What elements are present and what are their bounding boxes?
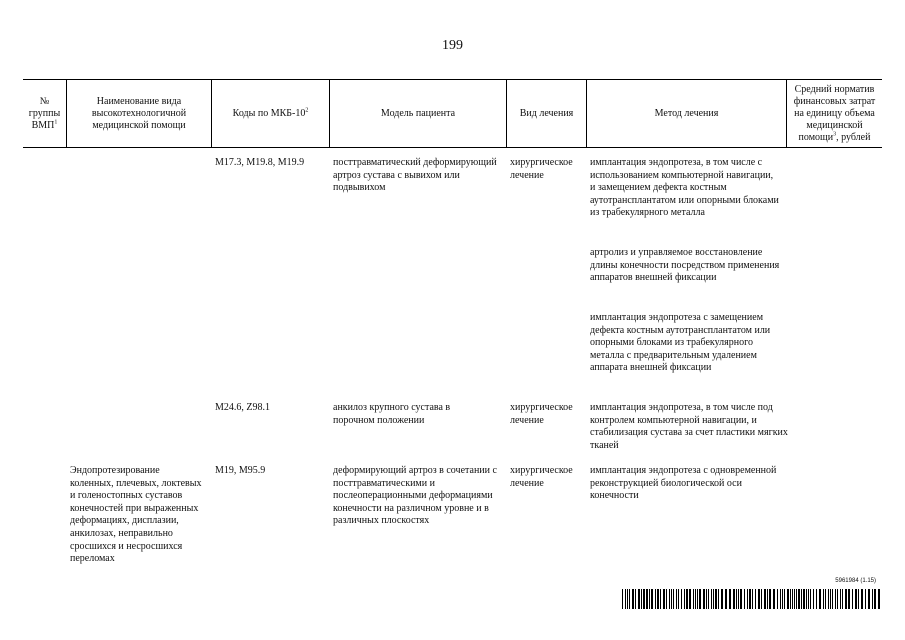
header-patient-model: Модель пациента [380,107,456,119]
row-1-patient-model: посттравматический деформирующий артроз сустава с вывихом или подвывихом [333,157,497,194]
barcode-bar [744,589,745,609]
barcode-bar [681,589,682,609]
row-3-treatment-type: хирургическое лечение [510,465,573,489]
barcode-bar [663,589,665,609]
barcode-bar [651,589,653,609]
barcode-bar [715,589,717,609]
barcode-bar [703,589,705,609]
barcode-bar [790,589,791,609]
barcode-bar [837,589,838,609]
barcode-bar [706,589,707,609]
barcode-bar [736,589,737,609]
page-number: 199 [442,38,463,53]
barcode-bar [764,589,766,609]
barcode-bar [673,589,674,609]
barcode-bar [725,589,727,609]
barcode-bar [678,589,679,609]
row-1-treatment-type: хирургическое лечение [510,157,573,181]
barcode-bar [657,589,659,609]
barcode-bar [782,589,783,609]
barcode-bar [629,589,630,609]
barcode-bar [835,589,836,609]
barcode-bar [676,589,677,609]
barcode-bar [708,589,709,609]
barcode-bar [855,589,857,609]
barcode-bar [796,589,797,609]
barcode-bar [874,589,876,609]
header-average-cost: Средний норматив финансовых затрат на единицу объема медицинской помощи$^3$, рублей [793,83,876,143]
barcode-bar [865,589,866,609]
barcode-bar [801,589,802,609]
row-1-method-3: имплантация эндопротеза с замещением дефекта костным аутотрансплантатом или опорными блоками из трабекулярного металла с предварительным удалением аппарата внешней фиксации [590,312,771,374]
barcode-bar [699,589,701,609]
barcode-bar [740,589,742,609]
barcode-bar [638,589,640,609]
barcode-bar [761,589,762,609]
barcode-bar [806,589,807,609]
row-2-treatment-type: хирургическое лечение [510,402,573,426]
row-1-method-1: имплантация эндопротеза, в том числе с использованием компьютерной навигации, и замещением дефекта костным аутотрансплантатом или опорными блоками из трабекулярного металла [590,157,779,219]
barcode-bar [780,589,781,609]
barcode-bar [848,589,850,609]
barcode-bar [813,589,814,609]
barcode-bar [784,589,785,609]
barcode-bar [819,589,821,609]
barcode-bar [842,589,843,609]
barcode-bar [792,589,793,609]
barcode-bar [711,589,712,609]
row-3-vmp-name: Эндопротезирование коленных, плечевых, локтевых и голеностопных суставов конечностей при выраженных деформациях, дисплазии, анкилозах, неправильно сросшихся и несросшихся переломах [70,465,202,565]
barcode-bar [767,589,768,609]
barcode-bar [747,589,748,609]
barcode-bar [697,589,698,609]
barcode-bar [810,589,811,609]
header-vmp-name: Наименование вида высокотехнологичной медицинской помощи [91,95,187,131]
barcode-bar [646,589,648,609]
barcode-bar [627,589,628,609]
barcode-bar [713,589,714,609]
header-treatment-method: Метод лечения [654,107,719,119]
barcode-bar [852,589,853,609]
header-icd-codes: Коды по МКБ-$10^2$ [232,107,309,119]
barcode-bar [655,589,656,609]
barcode-bar [749,589,751,609]
barcode-bar [635,589,636,609]
row-2-method-1: имплантация эндопротеза, в том числе под контролем компьютерной навигации, и стабилизация сустава за счет пластики мягких тканей [590,402,788,451]
barcode-bar [666,589,667,609]
barcode-bar [729,589,731,609]
barcode-bar [693,589,694,609]
barcode-bar [830,589,831,609]
barcode-bar [643,589,645,609]
barcode-bar [733,589,735,609]
row-1-method-2: артролиз и управляемое восстановление длины конечности посредством применения аппаратов внешней фиксации [590,247,780,284]
barcode-bar [798,589,800,609]
barcode-bar [773,589,775,609]
barcode-bar [794,589,795,609]
barcode-bar [752,589,753,609]
barcode-bar [832,589,833,609]
barcode-number: 5961984 (1.15) [835,578,876,584]
barcode-bar [823,589,824,609]
row-2-patient-model: анкилоз крупного сустава в порочном положении [333,402,451,426]
barcode-bar [868,589,870,609]
barcode-bar [777,589,778,609]
header-group-number: № группы ВМП$^1$ [28,95,61,131]
barcode-bar [721,589,723,609]
barcode-bar [641,589,642,609]
barcode-bar [861,589,863,609]
barcode-bar [684,589,685,609]
row-1-icd-codes: M17.3, M19.8, M19.9 [215,157,305,168]
barcode-bar [758,589,760,609]
barcode-bar [878,589,880,609]
barcode-bar [769,589,771,609]
barcode-bar [787,589,789,609]
header-treatment-type: Вид лечения [519,107,574,119]
barcode-bar [816,589,817,609]
barcode-bar [755,589,756,609]
row-2-icd-codes: M24.6, Z98.1 [215,402,270,413]
barcode-bar [660,589,661,609]
barcode-bar [649,589,650,609]
row-3-icd-codes: M19, M95.9 [215,465,266,476]
barcode-bar [671,589,672,609]
row-3-method-1: имплантация эндопротеза с одновременной реконструкцией биологической оси конечности [590,465,777,502]
barcode-bar [669,589,670,609]
barcode-bar [828,589,829,609]
barcode-bar [808,589,809,609]
barcode-bar [858,589,859,609]
barcode-bar [718,589,719,609]
barcode-bar [622,589,623,609]
barcode-bar [840,589,841,609]
barcode-bar [689,589,691,609]
barcode-bar [872,589,873,609]
barcode-bar [632,589,634,609]
barcode-bar [686,589,688,609]
barcode-bar [695,589,696,609]
barcode-bar [625,589,626,609]
row-3-patient-model: деформирующий артроз в сочетании с посттравматическими и послеоперационными деформациями конечности на различном уровне и в различных плоскостях [333,465,497,527]
barcode-bar [738,589,739,609]
barcode-image [622,589,881,609]
barcode-bar [845,589,847,609]
barcode-bar [803,589,805,609]
barcode-bar [825,589,826,609]
